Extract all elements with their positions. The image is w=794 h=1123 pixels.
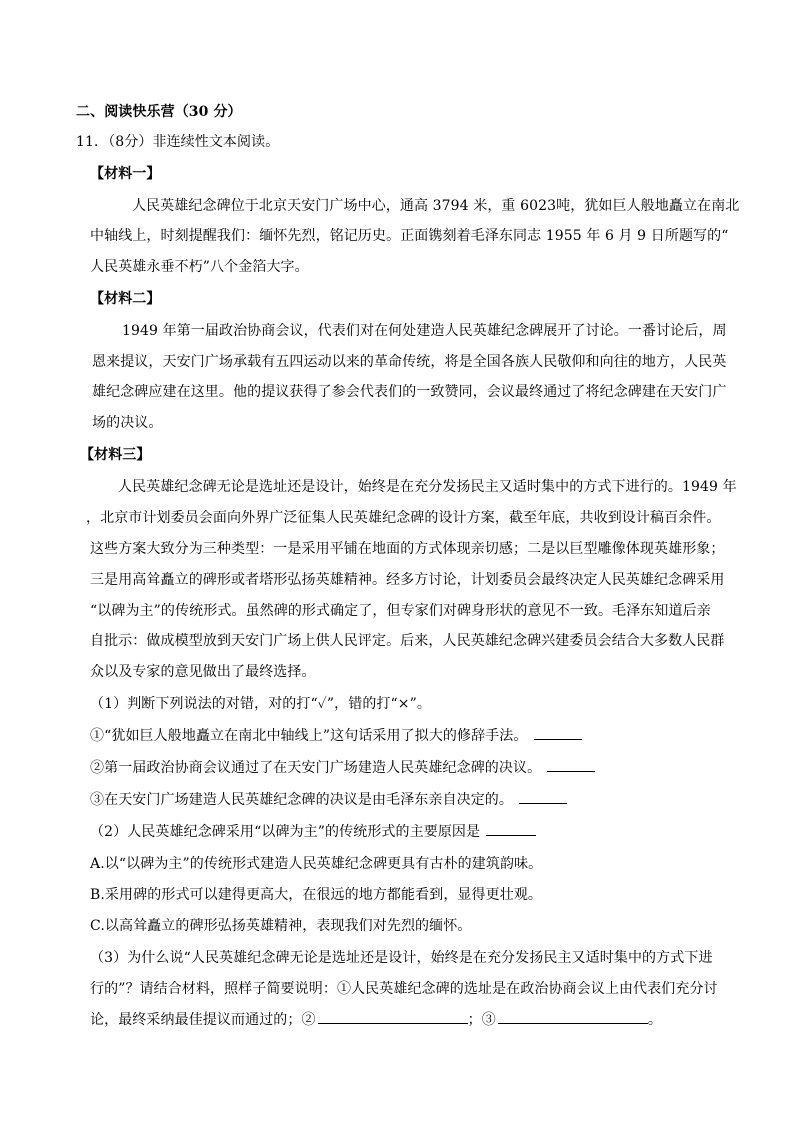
- question-header: [76, 131, 279, 151]
- material3-line: 自批示：做成模型放到天安门广场上供人民评定。后来，人民英雄纪念碑兴建委员会结合大多数人民群: [90, 633, 725, 649]
- material2-line: 1949 年第一届政治协商会议，代表们对在何处建造人民英雄纪念碑展开了讨论。一番讨论后，周: [122, 323, 727, 339]
- material1-label: 【材料一】: [90, 166, 161, 182]
- q3-line: （3）为什么说“人民英雄纪念碑无论是选址还是设计，始终是在充分发扬民主又适时集中的方式下进: [90, 950, 713, 966]
- material3-line: 三是用高耸矗立的碑形或者塔形弘扬英雄精神。经多方讨论，计划委员会最终决定人民英雄纪念碑采用: [90, 572, 725, 588]
- q2-option-b: B.采用碑的形式可以建得更高大，在很远的地方都能看到，显得更壮观。: [90, 887, 543, 903]
- material1-line: 人民英雄纪念碑位于北京天安门广场中心，通高 3794 米，重 6023吨，犹如巨人般地矗立在南北: [132, 198, 740, 214]
- q1-item: ②第一届政治协商会议通过了在天安门广场建造人民英雄纪念碑的决议。: [90, 757, 595, 777]
- q3-line: 行的”？请结合材料，照样子简要说明：①人民英雄纪念碑的选址是在政治协商会议上由代表们充分讨: [90, 981, 718, 997]
- answer-blank[interactable]: [547, 757, 595, 772]
- material2-label: 【材料二】: [90, 291, 161, 307]
- material2-line: 雄纪念碑应建在这里。他的提议获得了参会代表们的一致赞同，会议最终通过了将纪念碑建在天安门广: [92, 384, 727, 400]
- q3-line: 论，最终采纳最佳提议而通过的；② ；③ 。: [90, 1009, 662, 1029]
- material1-line: 人民英雄永垂不朽”八个金箔大字。: [90, 259, 309, 275]
- answer-blank[interactable]: [519, 789, 567, 804]
- material3-line: 众以及专家的意见做出了最终选择。: [90, 664, 316, 680]
- q2-option-a: A.以“以碑为主”的传统形式建造人民英雄纪念碑更具有古朴的建筑韵味。: [90, 856, 543, 872]
- material2-line: 恩来提议，天安门广场承载有五四运动以来的革命传统，将是全国各族人民敬仰和向往的地方，人民英: [92, 354, 727, 370]
- q1-item: ①“犹如巨人般地矗立在南北中轴线上”这句话采用了拟大的修辞手法。: [90, 725, 582, 745]
- q1-prompt: （1）判断下列说法的对错，对的打“✓”，错的打“×”。: [90, 696, 431, 712]
- q1-item: ③在天安门广场建造人民英雄纪念碑的决议是由毛泽东亲自决定的。: [90, 789, 567, 809]
- material3-line: 这些方案大致分为三种类型：一是采用平铺在地面的方式体现亲切感；二是以巨型雕像体现英雄形象；: [90, 541, 725, 557]
- q2-prompt: （2）人民英雄纪念碑采用“以碑为主”的传统形式的主要原因是: [90, 821, 536, 841]
- answer-blank[interactable]: [318, 1009, 468, 1024]
- question-points: （8分）: [108, 134, 153, 150]
- answer-blank[interactable]: [534, 725, 582, 740]
- section-title: 二、阅读快乐营（30 分）: [76, 104, 242, 120]
- question-title: 非连续性文本阅读。: [152, 134, 280, 150]
- material1-line: 中轴线上，时刻提醒我们：缅怀先烈，铭记历史。正面镌刻着毛泽东同志 1955 年 6 月 9 日所题写的“: [90, 228, 729, 244]
- q2-option-c: C.以高耸矗立的碑形弘扬英雄精神，表现我们对先烈的缅怀。: [90, 918, 472, 934]
- answer-blank[interactable]: [498, 1009, 648, 1024]
- answer-blank[interactable]: [486, 821, 536, 836]
- material3-line: 人民英雄纪念碑无论是选址还是设计，始终是在充分发扬民主又适时集中的方式下进行的。1949 年: [118, 479, 737, 495]
- material3-label: 【材料三】: [80, 447, 151, 463]
- material3-line: ，北京市计划委员会面向外界广泛征集人民英雄纪念碑的设计方案，截至年底，共收到设计稿百余件。: [86, 510, 721, 526]
- material3-line: “以碑为主”的传统形式。虽然碑的形式确定了，但专家们对碑身形状的意见不一致。毛泽东知道后亲: [90, 603, 711, 619]
- question-number: 11．: [76, 134, 109, 150]
- material2-line: 场的决议。: [92, 415, 163, 431]
